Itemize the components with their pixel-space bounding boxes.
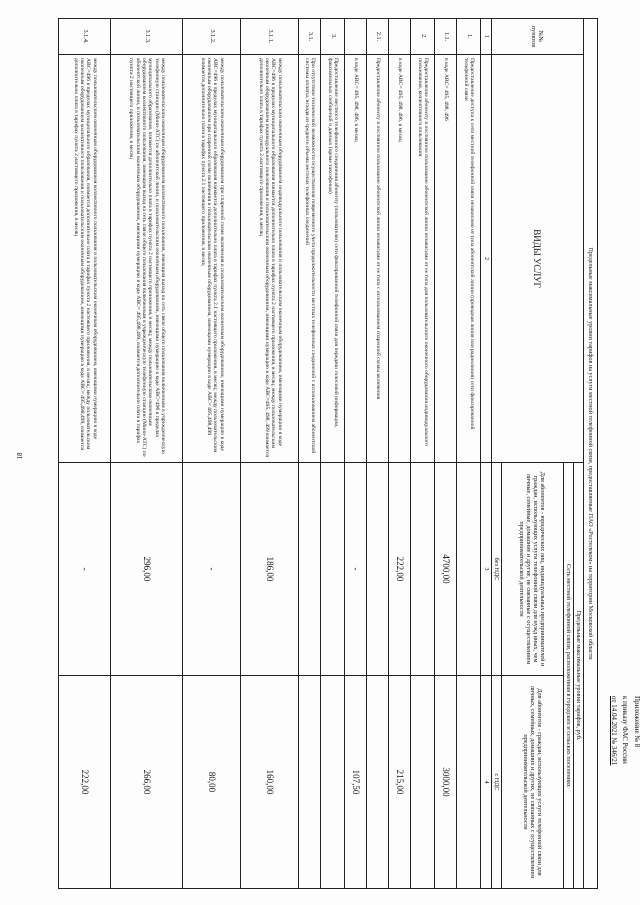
row-text: Предоставление абоненту в постоянное пользование абонентской линии независимо от ее типа с использованием спаренной схемы включения: [367, 55, 389, 463]
row-num: 2.1.: [367, 19, 389, 55]
table-row: [321, 19, 345, 889]
row-value-no-vat: -: [345, 463, 367, 676]
table-row: [367, 19, 389, 889]
row-text: между пользовательским оконечным оборудованием индивидуального пользования и пользовательским оконечным оборудованием, имеющими нумерацию в коде АВС=496 в пределах муниципального образования взимается дополнительно плата в тарифах пункта 2 настоящего приложения, в месяц; между пользовательским оконечным оборудованием индивидуального пользования и пользовательским оконечным оборудованием, имеющими нумерацию в коде АВС=495, 498, 499 взимается дополнительно плата в тарифах пункта 2 настоящего приложения, в месяц: [241, 55, 299, 463]
row-value-with-vat: [299, 676, 321, 889]
header-citizens: Для абонентов - граждан, использующих услуги телефонной связи для личных, семейных, домашних и других, не связанных с осуществлением предпринимательской деятельности: [501, 676, 563, 889]
row-value-no-vat: -: [59, 463, 111, 676]
row-value-with-vat: 3000,00: [435, 676, 457, 889]
row-text: в коде АВС= 495, 498, 496, в месяц: [389, 55, 411, 463]
table-row: [389, 19, 411, 889]
appendix-header: [608, 696, 642, 896]
rotated-sheet: [38, 18, 641, 888]
row-value-with-vat: 160,00: [241, 676, 299, 889]
row-value-with-vat: [411, 676, 435, 889]
colnum-4: 4: [481, 676, 491, 889]
row-value-no-vat: [299, 463, 321, 676]
page-number: 18: [16, 452, 24, 460]
row-value-with-vat: 80,00: [183, 676, 241, 889]
table-title: Предельные максимальные уровни тарифов на услуги местной телефонной связи, предоставляемые ПАО «Ростелеком» на территории Московской области: [584, 19, 598, 889]
table-row: [241, 19, 299, 889]
table-row: [59, 19, 111, 889]
appendix-line-1: Приложение № 8: [633, 696, 641, 748]
row-num: 2.: [411, 19, 435, 55]
row-text: между пользовательским оконечным оборудованием коллективного пользования и пользовательским оконечным оборудованием, имеющими нумерацию в коде АВС=496 в пределах муниципального образования, взимается дополнительно плата в тарифах пункта 2 настоящего приложения, в месяц; между пользовательским оконечным оборудованием коллективного пользования и пользовательским оконечным оборудованием, имеющими нумерацию в коде АВС= 495,498,499, взимается дополнительно плата в тарифах пункта 2 настоящего приложения, в месяц: [59, 55, 111, 463]
header-no-vat: без НДС: [491, 463, 501, 676]
row-value-with-vat: 107,50: [345, 676, 367, 889]
table-row: [411, 19, 435, 889]
colnum-2: 2: [481, 55, 491, 463]
row-value-with-vat: [457, 676, 481, 889]
table-row: [183, 19, 241, 889]
table-row: [345, 19, 367, 889]
row-value-with-vat: 222,00: [59, 676, 111, 889]
row-value-no-vat: 222,00: [389, 463, 411, 676]
row-value-with-vat: 215,00: [389, 676, 411, 889]
row-value-no-vat: 186,00: [241, 463, 299, 676]
row-text: между пользовательским оконечным оборудованием при спаренной схеме включения и пользовательским оконечным оборудованием, имеющими нумерацию в коде АВС=496 в пределах муниципального образования взимается дополнительно плата в тарифах пункта 2.1 настоящего приложения, в месяц; между пользовательским оконечным оборудованием при спаренной схеме включения и пользовательским оконечным оборудованием, имеющими нумерацию в коде АВС= 495,498,499 взимается дополнительно плата в тарифах пункта 2.1 настоящего приложения, в месяц: [183, 55, 241, 463]
header-legal: Для абонентов - юридических лиц, индивидуальных предпринимателей и граждан, использующих услуги телефонной связи для нужд иных, чем личные, семейные, домашние и другие, не связанные с осуществлением предпринимательской деятельности: [501, 463, 563, 676]
row-value-no-vat: 296,00: [111, 463, 183, 676]
row-value-with-vat: [321, 676, 345, 889]
row-text: Предоставление местного телефонного соединения абоненту (пользователю) сети фиксированной телефонной связи для передачи голосовой информации, факсимильных сообщений и данных (кроме таксофонов): [321, 55, 345, 463]
row-num: [389, 19, 411, 55]
table-row: [435, 19, 457, 889]
row-num: 3.1.1.: [241, 19, 299, 55]
appendix-line-3: от 14.04.2021 № 346/21: [610, 696, 618, 766]
row-num: 3.1.3.: [111, 19, 183, 55]
row-text: Предоставление абоненту в постоянное пользование абонентской линии независимо от ее типа для пользовательского оконечного оборудования индивидуального пользования, коллективного пользования: [411, 55, 435, 463]
row-num: 3.1.: [299, 19, 321, 55]
row-text: в коде АВС= 495, 498, 496: [435, 55, 457, 463]
row-value-no-vat: -: [183, 463, 241, 676]
row-num: 1.1.: [435, 19, 457, 55]
header-network: Сеть местной телефонной связи, расположенная в городских и сельских поселениях: [563, 463, 573, 889]
row-value-with-vat: 266,00: [111, 676, 183, 889]
table-row: [457, 19, 481, 889]
appendix-line-2: к приказу ФАС России: [621, 696, 630, 764]
header-levels: Предельные максимальные уровни тарифов, руб.: [573, 463, 583, 889]
row-text: между пользовательским оконечным оборудованием коллективного пользования, имеющим выход на сеть связи общего пользования включенным в учрежденческую телефонную станцию (Мини-АТС) по абонентской линии, и пользовательским оконечным оборудованием, имеющими нумерацию в коде АВС=496 в пределах муниципального образования, взимается дополнительно плата в тарифах пункта 2 настоящего приложения, в месяц; между пользовательским оконечным оборудованием коллективного пользования, имеющим выход на сеть связи общего пользования включенным в учрежденческую телефонную станцию (Мини-АТС) по абонентской линии, и пользовательским оконечным оборудованием, имеющими нумерацию в коде АВС= 495,498,499, взимается дополнительно плата в тарифах пункта 2 настоящего приложения, в месяц: [111, 55, 183, 463]
header-services: ВИДЫ УСЛУГ: [491, 55, 583, 463]
tariff-table: [59, 18, 599, 889]
row-value-no-vat: [411, 463, 435, 676]
row-num: [345, 19, 367, 55]
row-text: в коде АВС= 495, 498, 496, в месяц: [345, 55, 367, 463]
colnum-3: 3: [481, 463, 491, 676]
row-value-with-vat: [367, 676, 389, 889]
table-row: [111, 19, 183, 889]
row-value-no-vat: [367, 463, 389, 676]
row-value-no-vat: 4700,00: [435, 463, 457, 676]
table-row: [299, 19, 321, 889]
header-with-vat: с НДС: [491, 676, 501, 889]
row-text: Предоставление доступа к сети местной телефонной связи независимо от типа абонентской линии (проводная линия или радиолиния) сети фиксированной телефонной связи: [457, 55, 481, 463]
row-value-no-vat: [321, 463, 345, 676]
colnum-1: 1: [481, 19, 491, 55]
row-num: 3.1.4.: [59, 19, 111, 55]
row-text: При отсутствии технической возможности осуществления повременного учета продолжительности местных телефонных соединений с использованием абонентской системы оплаты, исходя из среднего объема местных телефонных соединений: [299, 55, 321, 463]
row-num: 3.1.2.: [183, 19, 241, 55]
row-num: 3.: [321, 19, 345, 55]
row-value-no-vat: [457, 463, 481, 676]
header-num: №№ пунктов: [491, 19, 583, 55]
row-num: 1.: [457, 19, 481, 55]
